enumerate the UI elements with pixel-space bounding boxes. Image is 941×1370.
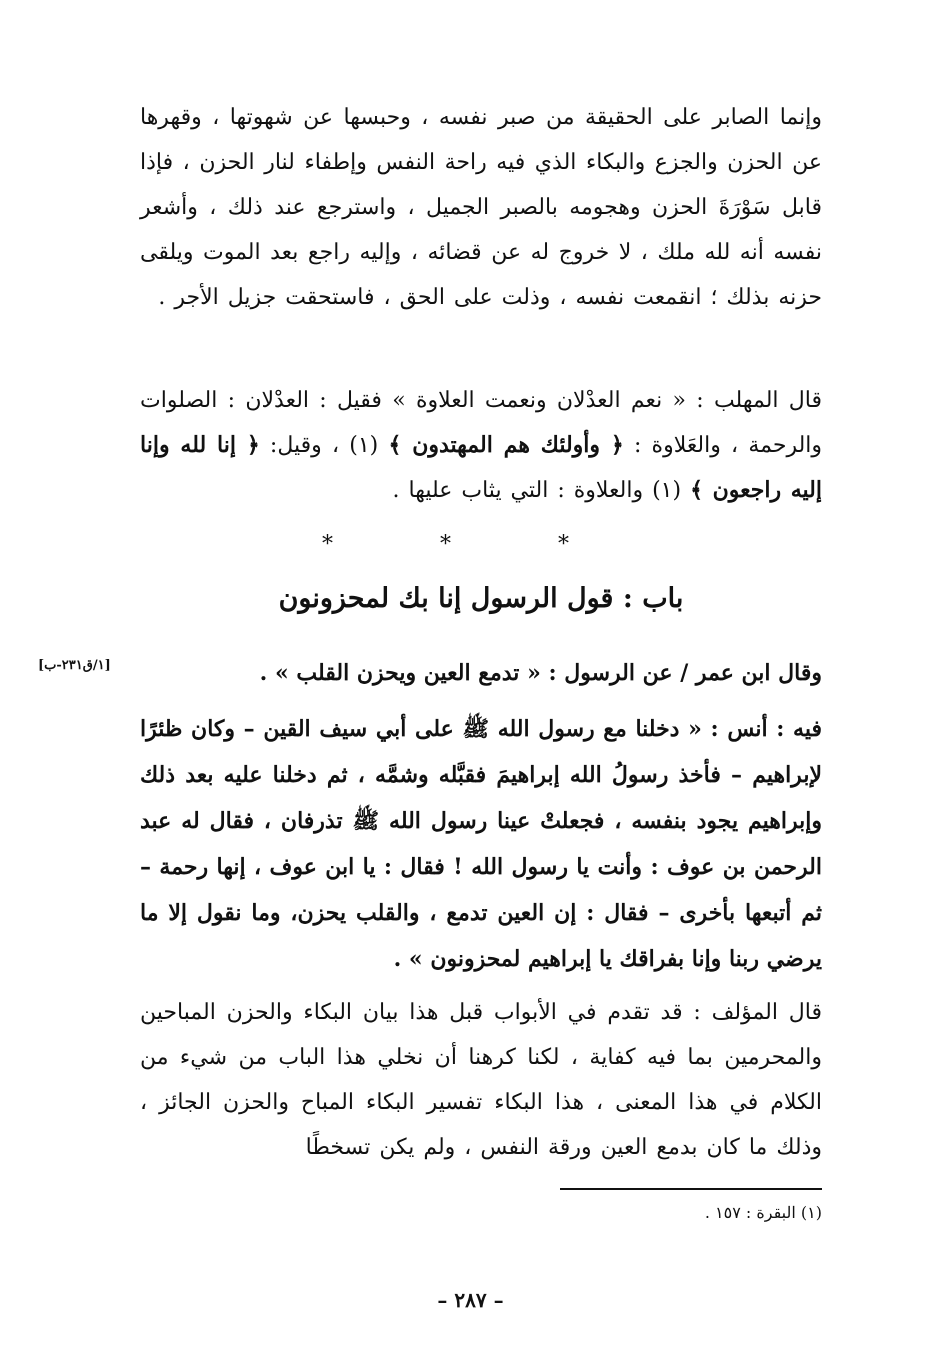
footnote-ref-2: (١) <box>643 478 691 503</box>
page-number: – ٢٨٧ – <box>437 1288 504 1312</box>
muhallab-text-part-2: ، وقيل: <box>259 433 340 458</box>
muhallab-text-part-1: قال المهلب : « نعم العدْلان ونعمت العلاوة » فقيل : العدْلان : الصلوات والرحمة ، والعَلاوة : <box>140 388 823 458</box>
quran-verse-1: ﴿ وأولئك هم المهتدون ﴾ <box>388 432 624 458</box>
quran-verse-2: ﴿ إنا لله وإنا إليه راجعون ﴾ <box>140 432 822 503</box>
paragraph-author-commentary: قال المؤلف : قد تقدم في الأبواب قبل هذا بيان البكاء والحزن المباحين والمحرمين بما فيه كفاية ، لكنا كرهنا أن نخلي هذا الباب من شيء من الكلام في هذا المعنى ، هذا البكاء تفسير البكاء المباح والحزن الجائز ، وذلك ما كان بدمع العين ورقة النفس ، ولم يكن تسخطًا <box>140 1000 822 1160</box>
paragraph-patience: وإنما الصابر على الحقيقة من صبر نفسه ، وحبسها عن شهوتها ، وقهرها عن الحزن والجزع والبكاء الذي فيه راحة النفس وإطفاء لنار الحزن ، فإذا قابل سَوْرَةَ الحزن وهجومه بالصبر الجميل ، واسترجع عند ذلك ، وأشعر نفسه أنه لله ملك ، لا خروج له عن قضائه ، وإليه راجع بعد الموت ويلقى حزنه بذلك ؛ انقمعت نفسه ، وذلت على الحق ، فاستحقت جزيل الأجر . <box>140 105 822 310</box>
muhallab-text-part-3: والعلاوة : التي يثاب عليها . <box>392 478 644 503</box>
paragraph-muhallab <box>140 378 822 513</box>
chapter-heading: باب : قول الرسول إنا بك لمحزونون <box>278 583 684 614</box>
footnote-divider <box>560 1188 822 1190</box>
hadith-anas: فيه : أنس : « دخلنا مع رسول الله ﷺ على أبي سيف القين – وكان ظئرًا لإبراهيم – فأخذ رسولُ الله إبراهيمَ فقبَّله وشمَّه ، ثم دخلنا عليه بعد ذلك وإبراهيم يجود بنفسه ، فجعلتْ عينا رسول الله ﷺ تذرفان ، فقال له عبد الرحمن بن عوف : وأنت يا رسول الله ! فقال : يا ابن عوف ، إنها رحمة – ثم أتبعها بأخرى – فقال : إن العين تدمع ، والقلب يحزن، وما نقول إلا ما يرضي ربنا وإنا بفراقك يا إبراهيم لمحزونون » . <box>140 716 822 972</box>
footnote: (١) البقرة : ١٥٧ . <box>704 1203 822 1222</box>
section-separator: * * * <box>322 532 619 557</box>
footnote-ref-1: (١) <box>339 433 389 458</box>
manuscript-margin-note: [١/ق٢٣١-ب] <box>38 658 111 673</box>
ibn-omar-narration: وقال ابن عمر / عن الرسول : « تدمع العين ويحزن القلب » . <box>259 660 822 686</box>
